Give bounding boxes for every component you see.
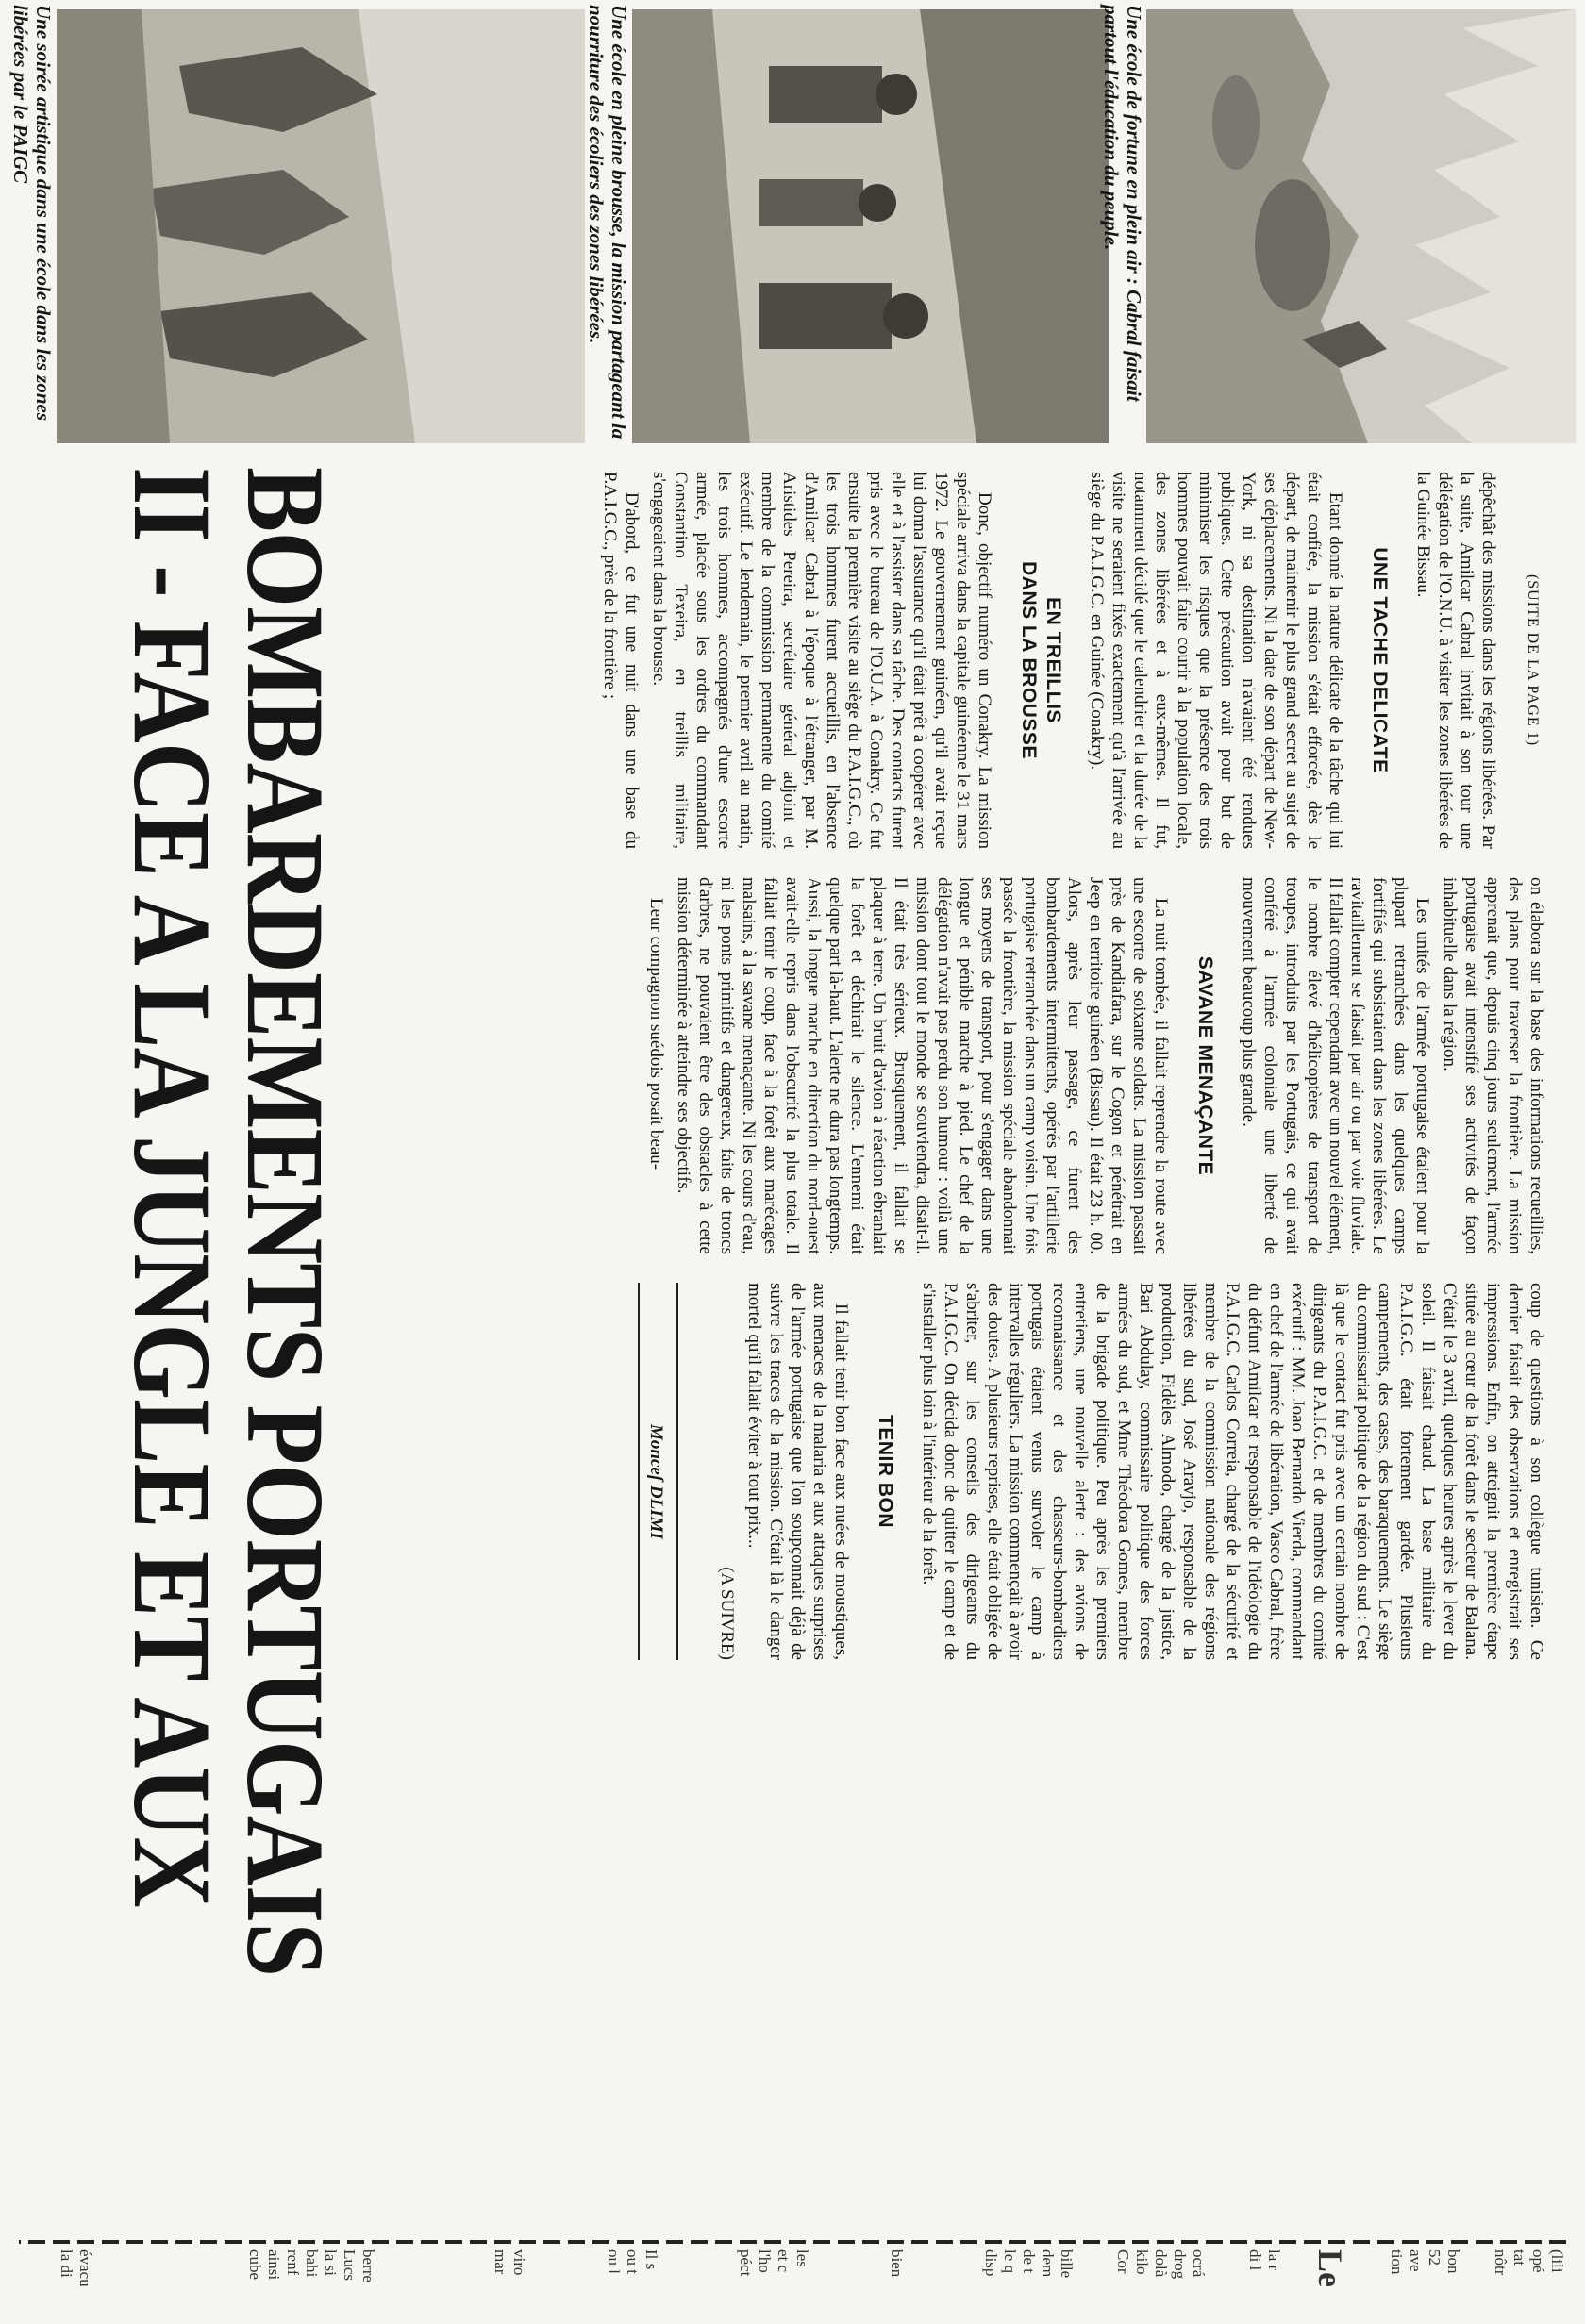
fragment-text: di l xyxy=(1246,2249,1264,2271)
fragment-text: dolà xyxy=(1152,2249,1170,2278)
fragment-text: 52 xyxy=(1426,2249,1443,2266)
fragment-text: évacu xyxy=(76,2249,94,2287)
fragment-text: kilo xyxy=(1133,2249,1151,2275)
subheading-savane-menacante: SAVANE MENAÇANTE xyxy=(1194,955,1216,1176)
paragraph: on élabora sur la base des informations recueillies, des plans pour traverser la frontière. La mission apprenait que, depuis cinq jours seulement, l'armée portugaise avait intensifié ses activités de façon inhabituelle dans la région. xyxy=(1440,877,1546,1254)
headline-line-2: BOMBARDEMENTS PORTUGAIS xyxy=(224,467,347,1977)
article-kicker: (SUITE DE LA PAGE 1) xyxy=(1525,573,1541,747)
fragment-text: drog xyxy=(1171,2249,1189,2280)
headline-line-1: II - FACE A LA JUNGLE ET AUX xyxy=(110,467,234,1907)
fragment-text: mar xyxy=(492,2249,509,2275)
fragment-text: berre xyxy=(359,2249,377,2282)
photo-caption-2: Une école en pleine brousse, la mission partageant la nourriture des écoliers des zones libérées. xyxy=(585,5,630,440)
article-column-3 xyxy=(377,1283,1547,1660)
fragment-text: renf xyxy=(284,2249,302,2276)
subheading-tache-delicate: UNE TACHE DELICATE xyxy=(1369,547,1391,773)
paragraph: Il fallait tenir bon face aux nuées de moustiques, aux menaces de la malaria et aux attaques surprises de l'armée portugaise que l'on soupçonnait déjà de suivre les traces de la mission. C'était là le danger mortel qu'il fallait éviter à tout prix... xyxy=(744,1283,851,1660)
fragment-text: la di xyxy=(58,2249,75,2278)
paragraph: La nuit tombée, il fallait reprendre la route avec une escorte de soixante soldats. La mission passait près de Kandiafara, sur le Cogon et pénétrait en Jeep en territoire guinéen (Bissau). Il était 23 h. 00. Alors, après leur passage, ce furent des bombardements intermittents, opérés par l'artillerie portugaise retranchée dans un camp voisin. Une fois passée la frontière, la mission spéciale abandonnait ses moyens de transport, pour s'engager dans une longue et pénible marche à pied. Le chef de la délégation n'avait pas perdu son humour : voilà une mission dont tout le monde se souviendra, disait-il. Il était très sérieux. Brusquement, il fallait se plaquer à terre. Un bruit d'avion à réaction ébranlait la forêt et déchirait le silence. L'ennemi était quelque part là-haut. L'alerte ne dura pas longtemps. Aussi, la longue marche en direction du nord-ouest avait-elle repris dans l'obscurité la plus totale. Il fallait tenir le coup, face à la forêt aux marécages malsains, à la savane menaçante. Ni les cours d'eau, ni les ponts primitifs et dangereux, faits de troncs d'arbres, ne pouvaient être des obstacles à cette mission déterminée à atteindre ses objectifs. xyxy=(674,877,1171,1254)
fragment-text: l'ho xyxy=(756,2249,774,2273)
fragment-text: Le xyxy=(1311,2249,1349,2287)
fragment-text: le q xyxy=(1001,2249,1019,2274)
photo-open-air-school xyxy=(1146,9,1576,443)
fragment-text: Lucs xyxy=(341,2249,359,2282)
subheading-en-treillis xyxy=(1016,472,1065,849)
article-column-1 xyxy=(377,472,1547,849)
fragment-text: disp xyxy=(982,2249,1000,2277)
subheading-line: EN TREILLIS xyxy=(1043,597,1064,723)
signature-rule-top xyxy=(676,1283,678,1660)
paragraph: Leur compagnon suédois posait beau- xyxy=(646,898,666,1170)
fragment-text: la si xyxy=(322,2249,340,2276)
a-suivre: (A SUIVRE) xyxy=(717,1567,737,1660)
fragment-text: ave xyxy=(1407,2249,1425,2272)
paragraph: coup de questions à son collègue tunisien. Ce dernier faisait des observations et enregistrait ses impressions. Enfin, on atteignit la première étape située au cœur de la forêt dans le secteur de Balana. C'était le 3 avril, quelques heures après le lever du soleil. Il faisait chaud. La base militaire du P.A.I.G.C. était fortement gardée. Plusieurs campements, des cases, des baraquements. Le siège du commissariat politique de la région du sud : C'est là que le contact fut pris avec un certain nombre de dirigeants du P.A.I.G.C. et de membres du comité exécutif : MM. Joao Bernardo Vierda, commandant en chef de l'armée de libération, Vasco Cabral, frère du défunt Amilcar et responsable de l'idéologie du P.A.I.G.C. Carlos Correia, chargé de la sécurité et membre de la commission nationale des régions libérées du sud, José Aravjo, responsable de la production, Fidèles Almodo, chargé de la justice, Bari Abdulay, commissaire politique des forces armées du sud, et Mme Théodora Gomes, membre de la brigade politique. Peu après les premiers entretiens, une nouvelle alerte : des avions de reconnaissance et des chasseurs-bombardiers portugais étaient venus survoler le camp à intervalles réguliers. La mission commençait à avoir des doutes. A plusieurs reprises, elle était obligée de s'abriter, sur les conseils des dirigeants du P.A.I.G.C. On décida donc de quitter le camp et de s'installer plus loin à l'intérieur de la forêt. xyxy=(919,1283,1546,1660)
paragraph: Les unités de l'armée portugaise étaient pour la plupart retranchées dans les quelques camps fortifiés qui subsistaient dans les zones libérées. Le ravitaillement se faisait par air ou par voie fluviale. Il fallait compter cependant avec un nouvel élément, le nombre élevé d'hélicoptères de transport de troupes, introduits par les Portugais, ce qui avait conféré à l'armée coloniale une liberté de mouvement beaucoup plus grande. xyxy=(1239,877,1432,1254)
paragraph: Etant donné la nature délicate de la tâche qui lui était confiée, la mission s'était efforcée, dès le départ, de maintenir le plus grand secret au sujet de ses déplacements. Ni la date de son départ de New-York, ni sa destination n'avaient été rendues publiques. Cette précaution avait pour but de minimiser les risques que la présence des trois hommes pouvait faire courir à la population locale, des zones libérées et à eux-mêmes. Il fut, notamment décidé que le calendrier et la durée de la visite ne seraient fixés exactement qu'à l'arrivée au siège du P.A.I.G.C. en Guinée (Conakry). xyxy=(1087,472,1345,849)
paragraph: Donc, objectif numéro un Conakry. La mission spéciale arriva dans la capitale guinéenne le 31 mars 1972. Le gouvernement guinéen, qu'il avait reçue lui donna l'assurance qu'il était prêt à coopérer avec elle et à l'assister dans sa tâche. Des contacts furent pris avec le bureau de l'O.U.A. à Conakry. Ce fut ensuite la première visite au siège du P.A.I.G.C., où les trois hommes furent accueillis, en l'absence d'Amilcar Cabral à l'époque à l'étranger, par M. Aristides Pereira, secrétaire général adjoint et membre de la commission permanente du comité exécutif. Le lendemain, le premier avril au matin, les trois hommes, accompagnés d'une escorte armée, placée sous les ordres du commandant Constantino Texeira, en treillis militaire, s'engageaient dans la brousse. xyxy=(649,472,994,849)
fragment-text: de t xyxy=(1020,2249,1038,2274)
fragment-text: tat xyxy=(1510,2249,1528,2266)
fragment-text: péct xyxy=(737,2249,755,2277)
fragment-text: ou l xyxy=(605,2249,623,2274)
fragment-text: la r xyxy=(1265,2249,1283,2271)
photo-bush-school xyxy=(632,9,1109,443)
fragment-text: (lili xyxy=(1548,2249,1566,2273)
fragment-text: cube xyxy=(246,2249,264,2281)
photo-artistic-evening xyxy=(57,9,585,443)
article-headline xyxy=(110,467,234,2027)
fragment-text: les xyxy=(793,2249,811,2267)
subheading-line: DANS LA BROUSSE xyxy=(1018,561,1040,759)
fragment-text: bille xyxy=(1058,2249,1076,2279)
fragment-text: Cor xyxy=(1114,2249,1132,2274)
subheading-tenir-bon: TENIR BON xyxy=(875,1415,896,1528)
column-divider xyxy=(19,2240,1566,2244)
fragment-text: opé xyxy=(1529,2249,1547,2273)
fragment-text: nôtr xyxy=(1492,2249,1510,2276)
photo-caption-1: Une école de fortune en plein air : Cabral faisait partout l'éducation du peuple. xyxy=(1100,5,1145,402)
paragraph: dépêchât des missions dans les régions libérées. Par la suite, Amilcar Cabral invitait à son tour une délégation de l'O.N.U. à visiter les zones libérées de la Guinée Bissau. xyxy=(1413,472,1498,849)
adjacent-article-fragments xyxy=(19,2249,1566,2320)
signature-rule-bottom xyxy=(638,1283,640,1660)
fragment-text: Il s xyxy=(642,2249,660,2270)
photo-caption-3: Une soirée artistique dans une école dans les zones libérées par le PAIGC xyxy=(9,5,55,422)
fragment-text: bien xyxy=(888,2249,906,2278)
fragment-text: et c xyxy=(775,2249,792,2273)
fragment-text: ainsi xyxy=(265,2249,283,2281)
fragment-text: viro xyxy=(510,2249,528,2276)
fragment-text: bahi xyxy=(303,2249,321,2278)
fragment-text: ou t xyxy=(624,2249,642,2274)
fragment-text: dem xyxy=(1039,2249,1057,2278)
paragraph: D'abord, ce fut une nuit dans une base du P.A.I.G.C., près de la frontière ; xyxy=(600,472,642,849)
fragment-text: ocrá xyxy=(1190,2249,1208,2278)
fragment-text: bon xyxy=(1444,2249,1462,2274)
fragment-text: tion xyxy=(1388,2249,1406,2275)
article-headline-2 xyxy=(224,467,347,2027)
article-signature: Moncef DLIMI xyxy=(646,1424,666,1539)
article-column-2 xyxy=(377,877,1547,1254)
